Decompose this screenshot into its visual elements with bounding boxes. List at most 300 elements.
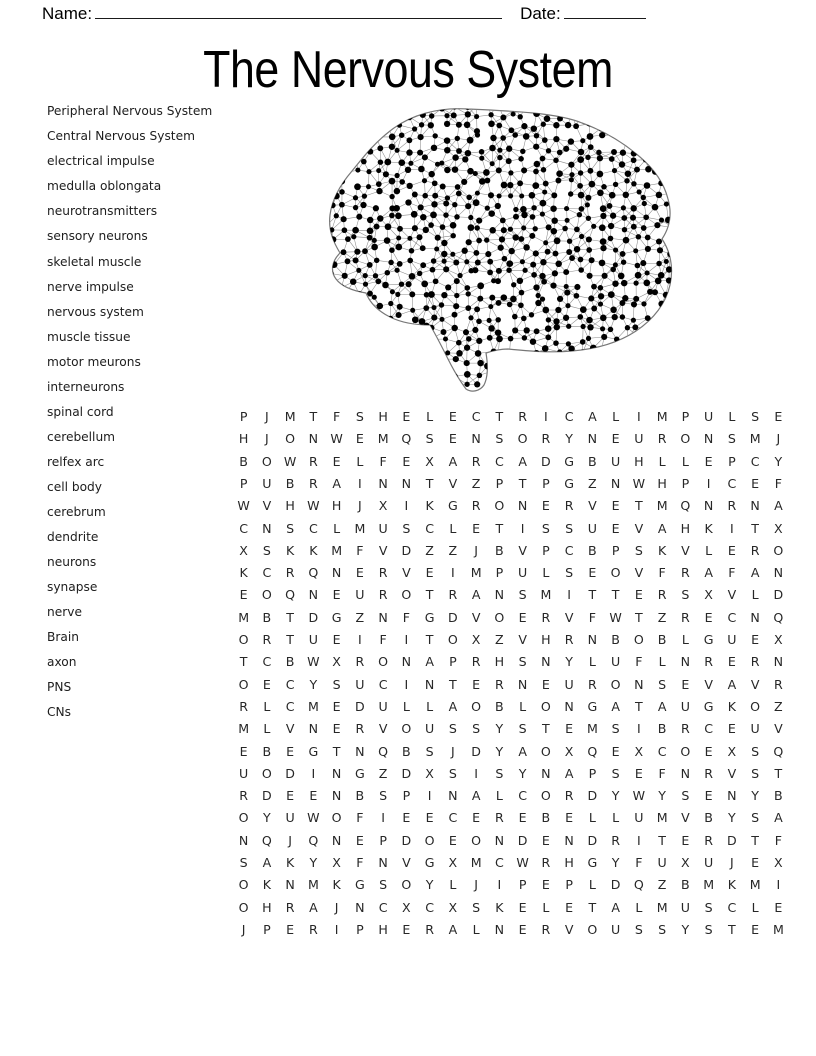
grid-letter[interactable]: R — [239, 788, 248, 804]
grid-letter[interactable]: S — [495, 765, 504, 781]
grid-letter[interactable]: S — [565, 565, 574, 581]
grid-letter[interactable]: L — [658, 654, 666, 670]
grid-letter[interactable]: H — [285, 498, 295, 514]
grid-letter[interactable]: R — [471, 654, 481, 670]
grid-letter[interactable]: F — [356, 855, 364, 871]
grid-letter[interactable]: E — [332, 721, 341, 737]
grid-letter[interactable]: P — [518, 877, 527, 893]
grid-letter[interactable]: N — [541, 654, 551, 670]
grid-letter[interactable]: Q — [308, 832, 319, 848]
grid-letter[interactable]: E — [611, 498, 620, 514]
grid-letter[interactable]: P — [611, 542, 620, 558]
grid-letter[interactable]: G — [703, 698, 714, 714]
grid-letter[interactable]: I — [637, 409, 641, 425]
grid-letter[interactable]: Q — [773, 743, 784, 759]
grid-letter[interactable]: W — [516, 855, 529, 871]
grid-letter[interactable]: S — [355, 409, 364, 425]
grid-letter[interactable]: J — [451, 743, 455, 759]
grid-letter[interactable]: U — [634, 810, 644, 826]
grid-letter[interactable]: P — [449, 654, 457, 670]
grid-letter[interactable]: R — [680, 565, 690, 581]
grid-letter[interactable]: U — [611, 654, 621, 670]
grid-letter[interactable]: L — [588, 810, 596, 826]
grid-letter[interactable]: T — [542, 721, 550, 737]
grid-letter[interactable]: T — [774, 765, 783, 781]
grid-letter[interactable]: O — [471, 698, 482, 714]
grid-letter[interactable]: N — [378, 609, 388, 625]
grid-letter[interactable]: O — [610, 676, 621, 692]
grid-letter[interactable]: C — [471, 409, 481, 425]
grid-letter[interactable]: I — [520, 520, 525, 536]
grid-letter[interactable]: V — [564, 609, 574, 625]
grid-letter[interactable]: T — [518, 475, 527, 491]
grid-letter[interactable]: I — [730, 520, 734, 536]
grid-letter[interactable]: E — [727, 654, 736, 670]
grid-letter[interactable]: A — [657, 520, 667, 536]
grid-letter[interactable]: T — [449, 676, 457, 692]
grid-letter[interactable]: R — [308, 453, 318, 469]
grid-letter[interactable]: E — [425, 810, 434, 826]
grid-letter[interactable]: O — [261, 587, 272, 603]
grid-letter[interactable]: Y — [518, 765, 527, 781]
grid-letter[interactable]: M — [772, 921, 784, 937]
grid-letter[interactable]: F — [658, 565, 666, 581]
grid-letter[interactable]: B — [262, 743, 272, 759]
grid-letter[interactable]: E — [448, 431, 457, 447]
grid-letter[interactable]: M — [354, 520, 366, 536]
grid-letter[interactable]: P — [495, 475, 504, 491]
grid-letter[interactable]: A — [425, 654, 434, 670]
grid-letter[interactable]: I — [451, 565, 455, 581]
grid-letter[interactable]: E — [727, 542, 736, 558]
grid-letter[interactable]: C — [425, 899, 435, 915]
grid-letter[interactable]: R — [750, 542, 760, 558]
grid-letter[interactable]: E — [402, 409, 411, 425]
grid-letter[interactable]: C — [308, 520, 318, 536]
grid-letter[interactable]: N — [424, 676, 435, 692]
grid-letter[interactable]: J — [474, 542, 478, 558]
grid-letter[interactable]: J — [776, 431, 781, 447]
grid-letter[interactable]: D — [355, 698, 365, 714]
grid-letter[interactable]: D — [401, 542, 412, 558]
grid-letter[interactable]: D — [517, 832, 528, 848]
grid-letter[interactable]: T — [751, 520, 759, 536]
grid-letter[interactable]: X — [774, 520, 783, 536]
grid-letter[interactable]: R — [355, 654, 365, 670]
grid-letter[interactable]: H — [657, 475, 667, 491]
grid-letter[interactable]: E — [518, 899, 527, 915]
grid-letter[interactable]: B — [541, 810, 551, 826]
grid-letter[interactable]: M — [331, 542, 343, 558]
grid-letter[interactable]: E — [286, 788, 295, 804]
grid-letter[interactable]: O — [424, 832, 435, 848]
grid-letter[interactable]: U — [308, 632, 318, 648]
grid-letter[interactable]: I — [474, 765, 478, 781]
grid-letter[interactable]: F — [588, 609, 596, 625]
grid-letter[interactable]: L — [542, 565, 550, 581]
grid-letter[interactable]: S — [518, 721, 527, 737]
grid-letter[interactable]: L — [402, 698, 410, 714]
grid-letter[interactable]: W — [283, 453, 297, 469]
grid-letter[interactable]: A — [262, 855, 272, 871]
grid-letter[interactable]: J — [334, 899, 339, 915]
grid-letter[interactable]: X — [425, 453, 434, 469]
grid-letter[interactable]: R — [704, 765, 713, 781]
grid-letter[interactable]: T — [751, 832, 759, 848]
grid-letter[interactable]: S — [541, 520, 550, 536]
grid-letter[interactable]: J — [265, 431, 269, 447]
grid-letter[interactable]: E — [518, 921, 527, 937]
grid-letter[interactable]: I — [637, 721, 641, 737]
grid-letter[interactable]: V — [564, 921, 574, 937]
grid-letter[interactable]: Y — [565, 431, 573, 447]
grid-letter[interactable]: S — [239, 855, 248, 871]
grid-letter[interactable]: O — [517, 431, 528, 447]
grid-letter[interactable]: R — [773, 676, 783, 692]
grid-letter[interactable]: N — [448, 788, 458, 804]
grid-letter[interactable]: O — [540, 698, 551, 714]
grid-letter[interactable]: E — [541, 832, 550, 848]
grid-letter[interactable]: E — [332, 453, 341, 469]
grid-letter[interactable]: E — [448, 832, 457, 848]
grid-letter[interactable]: L — [449, 520, 457, 536]
grid-letter[interactable]: M — [307, 877, 319, 893]
grid-letter[interactable]: Q — [773, 609, 784, 625]
grid-letter[interactable]: K — [309, 542, 318, 558]
grid-letter[interactable]: R — [727, 498, 737, 514]
grid-letter[interactable]: P — [379, 832, 387, 848]
grid-letter[interactable]: K — [285, 542, 295, 558]
grid-letter[interactable]: M — [656, 810, 668, 826]
grid-letter[interactable]: U — [704, 855, 714, 871]
grid-letter[interactable]: I — [427, 788, 432, 804]
grid-letter[interactable]: N — [773, 654, 784, 670]
grid-letter[interactable]: A — [774, 498, 783, 514]
grid-letter[interactable]: S — [379, 877, 388, 893]
grid-letter[interactable]: E — [541, 676, 550, 692]
grid-letter[interactable]: V — [262, 498, 272, 514]
grid-letter[interactable]: Y — [681, 921, 690, 937]
grid-letter[interactable]: F — [774, 475, 782, 491]
grid-letter[interactable]: J — [241, 921, 246, 937]
grid-letter[interactable]: Q — [401, 431, 412, 447]
grid-letter[interactable]: B — [355, 788, 365, 804]
grid-letter[interactable]: L — [356, 453, 364, 469]
grid-letter[interactable]: L — [705, 542, 713, 558]
grid-letter[interactable]: R — [680, 721, 690, 737]
grid-letter[interactable]: K — [704, 520, 713, 536]
grid-letter[interactable]: E — [286, 921, 295, 937]
grid-letter[interactable]: A — [750, 565, 760, 581]
grid-letter[interactable]: O — [447, 632, 458, 648]
grid-letter[interactable]: A — [564, 765, 574, 781]
grid-letter[interactable]: P — [588, 765, 597, 781]
grid-letter[interactable]: M — [656, 498, 668, 514]
grid-letter[interactable]: A — [448, 698, 458, 714]
grid-letter[interactable]: Z — [378, 765, 388, 781]
grid-letter[interactable]: D — [587, 788, 598, 804]
grid-letter[interactable]: W — [307, 810, 320, 826]
grid-letter[interactable]: E — [774, 899, 783, 915]
grid-letter[interactable]: U — [680, 899, 690, 915]
grid-letter[interactable]: U — [425, 721, 435, 737]
grid-letter[interactable]: Y — [309, 855, 318, 871]
grid-letter[interactable]: K — [239, 565, 248, 581]
grid-letter[interactable]: L — [612, 409, 620, 425]
grid-letter[interactable]: C — [564, 542, 574, 558]
grid-letter[interactable]: Y — [611, 855, 620, 871]
grid-letter[interactable]: L — [635, 899, 643, 915]
grid-letter[interactable]: F — [379, 632, 387, 648]
grid-letter[interactable]: C — [285, 676, 295, 692]
grid-letter[interactable]: Y — [425, 877, 434, 893]
grid-letter[interactable]: G — [587, 855, 598, 871]
grid-letter[interactable]: E — [286, 743, 295, 759]
grid-letter[interactable]: T — [425, 587, 434, 603]
grid-letter[interactable]: T — [239, 654, 248, 670]
grid-letter[interactable]: P — [263, 921, 271, 937]
grid-letter[interactable]: R — [541, 431, 551, 447]
grid-letter[interactable]: T — [635, 698, 643, 714]
grid-letter[interactable]: Z — [471, 475, 481, 491]
grid-letter[interactable]: E — [634, 765, 643, 781]
grid-letter[interactable]: O — [238, 632, 249, 648]
grid-letter[interactable]: J — [358, 498, 362, 514]
grid-letter[interactable]: N — [331, 788, 342, 804]
grid-letter[interactable]: T — [635, 498, 643, 514]
grid-letter[interactable]: K — [425, 498, 434, 514]
grid-letter[interactable]: F — [356, 810, 364, 826]
grid-letter[interactable]: N — [564, 832, 574, 848]
grid-letter[interactable]: S — [565, 520, 574, 536]
grid-letter[interactable]: E — [472, 676, 481, 692]
grid-letter[interactable]: S — [495, 431, 504, 447]
grid-letter[interactable]: V — [285, 721, 295, 737]
grid-letter[interactable]: L — [519, 698, 527, 714]
grid-letter[interactable]: V — [681, 810, 690, 826]
grid-letter[interactable]: D — [285, 765, 295, 781]
grid-letter[interactable]: N — [727, 788, 737, 804]
grid-letter[interactable]: R — [425, 921, 434, 937]
grid-letter[interactable]: Q — [587, 743, 598, 759]
date-blank-line[interactable] — [564, 5, 646, 19]
grid-letter[interactable]: S — [611, 765, 620, 781]
grid-letter[interactable]: B — [657, 632, 667, 648]
grid-letter[interactable]: T — [286, 632, 294, 648]
grid-letter[interactable]: A — [611, 698, 620, 714]
grid-letter[interactable]: V — [704, 676, 713, 692]
grid-letter[interactable]: S — [332, 676, 341, 692]
grid-letter[interactable]: U — [378, 698, 388, 714]
grid-letter[interactable]: J — [288, 832, 292, 848]
grid-letter[interactable]: N — [587, 431, 598, 447]
grid-letter[interactable]: U — [518, 565, 528, 581]
grid-letter[interactable]: J — [265, 409, 269, 425]
grid-letter[interactable]: G — [447, 498, 458, 514]
grid-letter[interactable]: O — [750, 698, 761, 714]
grid-letter[interactable]: L — [263, 721, 271, 737]
grid-letter[interactable]: B — [588, 542, 597, 558]
grid-letter[interactable]: O — [401, 587, 412, 603]
grid-letter[interactable]: E — [402, 810, 411, 826]
grid-letter[interactable]: R — [494, 810, 504, 826]
grid-letter[interactable]: B — [657, 721, 667, 737]
grid-letter[interactable]: V — [448, 475, 458, 491]
grid-letter[interactable]: R — [541, 921, 551, 937]
grid-letter[interactable]: D — [471, 743, 481, 759]
grid-letter[interactable]: Y — [751, 788, 759, 804]
grid-letter[interactable]: O — [540, 743, 551, 759]
grid-letter[interactable]: R — [611, 832, 620, 848]
grid-letter[interactable]: U — [587, 520, 597, 536]
grid-letter[interactable]: S — [727, 431, 736, 447]
grid-letter[interactable]: B — [681, 877, 690, 893]
grid-letter[interactable]: N — [703, 498, 714, 514]
grid-letter[interactable]: Z — [355, 609, 365, 625]
grid-letter[interactable]: T — [495, 409, 504, 425]
grid-letter[interactable]: M — [656, 899, 668, 915]
grid-letter[interactable]: C — [425, 520, 435, 536]
grid-letter[interactable]: V — [774, 721, 783, 737]
grid-letter[interactable]: X — [681, 855, 690, 871]
grid-letter[interactable]: L — [495, 788, 503, 804]
grid-letter[interactable]: N — [517, 498, 528, 514]
grid-letter[interactable]: J — [730, 855, 734, 871]
grid-letter[interactable]: G — [564, 453, 574, 469]
grid-letter[interactable]: F — [728, 565, 736, 581]
grid-letter[interactable]: A — [471, 587, 481, 603]
grid-letter[interactable]: E — [704, 453, 713, 469]
grid-letter[interactable]: E — [402, 453, 411, 469]
grid-letter[interactable]: E — [309, 788, 318, 804]
grid-letter[interactable]: E — [355, 832, 364, 848]
grid-letter[interactable]: E — [704, 609, 713, 625]
grid-letter[interactable]: M — [749, 877, 761, 893]
grid-letter[interactable]: D — [448, 609, 458, 625]
grid-letter[interactable]: L — [426, 698, 434, 714]
grid-letter[interactable]: U — [355, 587, 365, 603]
grid-letter[interactable]: Q — [633, 877, 644, 893]
grid-letter[interactable]: S — [611, 721, 620, 737]
grid-letter[interactable]: L — [263, 698, 271, 714]
grid-letter[interactable]: N — [494, 921, 505, 937]
grid-letter[interactable]: I — [311, 765, 316, 781]
grid-letter[interactable]: H — [331, 498, 342, 514]
grid-letter[interactable]: S — [751, 409, 760, 425]
grid-letter[interactable]: H — [680, 520, 691, 536]
grid-letter[interactable]: C — [518, 788, 528, 804]
grid-letter[interactable]: V — [518, 632, 527, 648]
grid-letter[interactable]: L — [588, 877, 596, 893]
grid-letter[interactable]: P — [728, 453, 736, 469]
grid-letter[interactable]: G — [564, 475, 574, 491]
grid-letter[interactable]: N — [238, 832, 249, 848]
grid-letter[interactable]: L — [333, 520, 341, 536]
grid-letter[interactable]: Q — [308, 565, 319, 581]
grid-letter[interactable]: U — [634, 431, 644, 447]
grid-letter[interactable]: R — [564, 632, 574, 648]
grid-letter[interactable]: C — [727, 475, 737, 491]
grid-letter[interactable]: S — [658, 921, 667, 937]
grid-letter[interactable]: S — [518, 587, 527, 603]
grid-letter[interactable]: I — [404, 498, 409, 514]
grid-letter[interactable]: C — [494, 453, 504, 469]
grid-letter[interactable]: H — [564, 855, 574, 871]
grid-letter[interactable]: E — [402, 921, 411, 937]
grid-letter[interactable]: E — [611, 743, 620, 759]
grid-letter[interactable]: Y — [263, 810, 271, 826]
grid-letter[interactable]: U — [355, 676, 365, 692]
grid-letter[interactable]: C — [657, 743, 667, 759]
grid-letter[interactable]: R — [308, 921, 318, 937]
grid-letter[interactable]: Z — [448, 542, 458, 558]
grid-letter[interactable]: S — [425, 431, 434, 447]
grid-letter[interactable]: E — [425, 565, 434, 581]
grid-letter[interactable]: E — [751, 475, 760, 491]
grid-letter[interactable]: X — [425, 765, 434, 781]
grid-letter[interactable]: S — [286, 520, 295, 536]
grid-letter[interactable]: Y — [495, 721, 504, 737]
grid-letter[interactable]: O — [378, 654, 389, 670]
grid-letter[interactable]: A — [727, 676, 737, 692]
grid-letter[interactable]: X — [471, 632, 481, 648]
grid-letter[interactable]: B — [611, 632, 620, 648]
grid-letter[interactable]: I — [381, 810, 385, 826]
grid-letter[interactable]: E — [751, 921, 760, 937]
grid-letter[interactable]: X — [704, 587, 713, 603]
grid-letter[interactable]: M — [284, 409, 296, 425]
grid-letter[interactable]: R — [657, 431, 667, 447]
grid-letter[interactable]: O — [261, 765, 272, 781]
grid-letter[interactable]: E — [518, 609, 527, 625]
grid-letter[interactable]: A — [518, 453, 527, 469]
grid-letter[interactable]: Y — [565, 654, 573, 670]
grid-letter[interactable]: O — [261, 453, 272, 469]
grid-letter[interactable]: P — [495, 565, 504, 581]
grid-letter[interactable]: O — [238, 899, 249, 915]
grid-letter[interactable]: R — [541, 609, 551, 625]
grid-letter[interactable]: L — [426, 409, 434, 425]
grid-letter[interactable]: C — [727, 609, 737, 625]
grid-letter[interactable]: N — [378, 475, 388, 491]
grid-letter[interactable]: X — [239, 542, 248, 558]
grid-letter[interactable]: F — [333, 409, 341, 425]
grid-letter[interactable]: D — [541, 453, 551, 469]
grid-letter[interactable]: H — [238, 431, 249, 447]
grid-letter[interactable]: K — [285, 855, 295, 871]
grid-letter[interactable]: I — [637, 832, 641, 848]
grid-letter[interactable]: B — [262, 609, 272, 625]
grid-letter[interactable]: W — [307, 654, 320, 670]
grid-letter[interactable]: E — [774, 409, 783, 425]
grid-letter[interactable]: U — [611, 921, 621, 937]
grid-letter[interactable]: N — [331, 565, 342, 581]
grid-letter[interactable]: Z — [495, 632, 504, 648]
grid-letter[interactable]: M — [656, 409, 668, 425]
grid-letter[interactable]: I — [404, 676, 409, 692]
grid-letter[interactable]: L — [588, 654, 596, 670]
grid-letter[interactable]: N — [610, 475, 621, 491]
grid-letter[interactable]: K — [495, 899, 504, 915]
grid-letter[interactable]: E — [355, 431, 364, 447]
grid-letter[interactable]: I — [358, 632, 362, 648]
grid-letter[interactable]: B — [239, 453, 248, 469]
grid-letter[interactable]: V — [402, 855, 411, 871]
grid-letter[interactable]: T — [286, 609, 294, 625]
grid-letter[interactable]: X — [332, 855, 341, 871]
grid-letter[interactable]: N — [262, 520, 272, 536]
grid-letter[interactable]: E — [472, 520, 481, 536]
